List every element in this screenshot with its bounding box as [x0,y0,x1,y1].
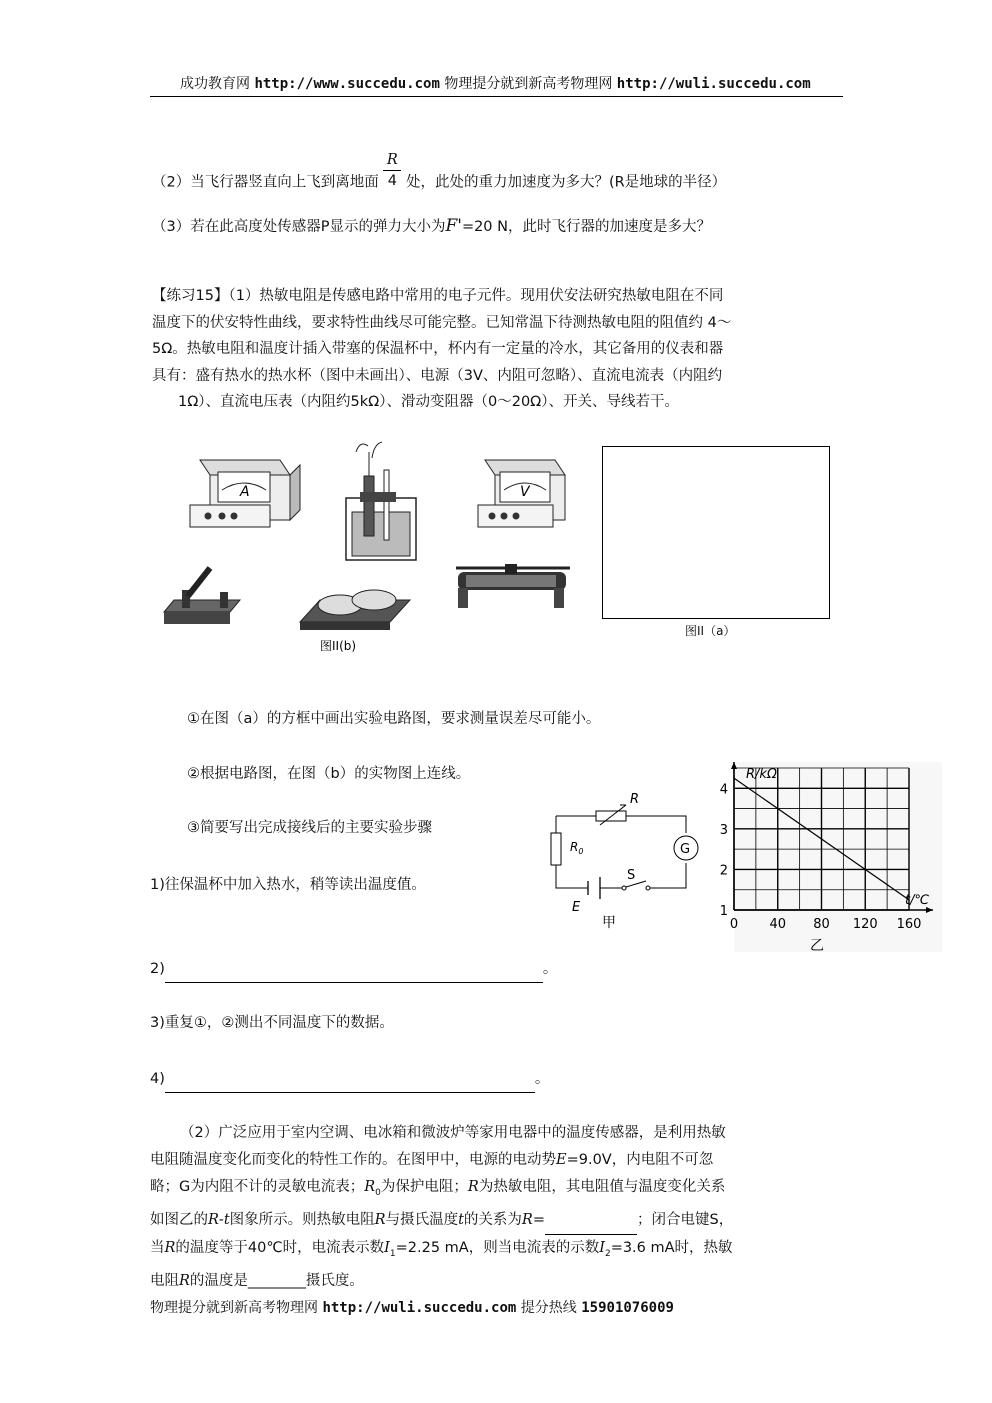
figure-apparatus [160,440,580,660]
step-1: ①在图（a）的方框中画出实验电路图，要求测量误差尽可能小。 [187,711,601,727]
battery-holder-icon [300,590,410,630]
procedure-1: 1)往保温杯中加入热水，稍等读出温度值。 [150,877,426,893]
svg-text:E: E [572,900,581,915]
procedure-3: 3)重复①，②测出不同温度下的数据。 [150,1015,394,1031]
figure-a-caption: 图II（a） [685,624,736,638]
part-2-text: （2）广泛应用于室内空调、电冰箱和微波炉等家用电器中的温度传感器，是利用热敏 电阻随温度变化而变化的特性工作的。在图甲中，电源的电动势E=9.0V，内电阻不可忽 略；G为内阻不计的灵敏电流表；$R_0$为保护电阻；R为热敏电阻，其电阻值与温度变化关系 如图乙的R-t图象所示。则热敏电阻R与摄氏温度t的关系为R= ；闭合电键S， 当R的温度等于40℃时，电流表示数$I_1=2.25$ mA，则当电流表的示数$I_2=3.6$ mA时，热敏 电阻R的温度是________摄氏度。 [150,1125,734,1289]
figure-b-caption: 图II(b) [320,639,357,653]
y-tick-label: 4 [719,782,728,798]
circuit-diagram [540,785,700,935]
chart-xlabel: t/℃ [905,893,930,908]
header-site-link[interactable]: http://www.succedu.com [254,76,440,92]
x-tick-label: 160 [896,917,922,932]
resistor-r0-symbol [551,833,561,865]
procedure-2: 2) 。 [150,956,557,983]
knife-switch-icon [164,568,240,624]
ammeter-symbol: A [240,484,250,500]
r-t-chart [712,760,942,960]
step-3: ③简要写出完成接线后的主要实验步骤 [187,820,432,836]
svg-text:R: R [630,792,640,807]
header-slogan-link[interactable]: http://wuli.succedu.com [616,76,811,92]
question-2: （2）当飞行器竖直向上飞到离地面 $\frac{R}{4}$ 处，此处的重力加速度为多大？(R是地球的半径） [152,152,727,191]
page-footer: 物理提分就到新高考物理网 http://wuli.succedu.com 提分热线 15901076009 [150,1300,674,1316]
exercise-15-intro: 【练习15】（1）热敏电阻是传感电路中常用的电子元件。现用伏安法研究热敏电阻在不同 温度下的伏安特性曲线，要求特性曲线尽可能完整。已知常温下待测热敏电阻的阻值约 4～ 5Ω。热敏电阻和温度计插入带塞的保温杯中，杯内有一定量的冷水，其它备用的仪表和器 具有：盛有热水的热水杯（图中未画出）、电源（3V、内阻可忽略）、直流电流表（内阻约 1Ω）、直流电压表（内阻约5kΩ）、滑动变阻器（0～20Ω）、开关、导线若干。 [152,288,732,410]
ammeter-icon [190,460,300,527]
answer-blank-rt-relation[interactable] [545,1207,637,1235]
x-tick-label: 40 [769,917,787,932]
svg-text:S: S [627,868,636,883]
procedure-4: 4) 。 [150,1066,549,1093]
voltmeter-icon [478,460,565,527]
header-rule [150,96,843,97]
exercise-label: 【练习15】 [152,288,229,304]
step-2: ②根据电路图，在图（b）的实物图上连线。 [187,766,471,782]
voltmeter-symbol: V [520,484,530,500]
answer-blank-2[interactable] [165,956,543,983]
chart-caption: 乙 [810,938,824,954]
answer-box-figure-a[interactable] [602,446,830,619]
question-3: （3）若在此高度处传感器P显示的弹力大小为F'=20 N，此时飞行器的加速度是多大？ [152,216,711,236]
fraction-r-over-4: $\frac{R}{4}$ [383,150,401,191]
x-tick-label: 120 [852,917,878,932]
insulated-cup-icon [346,442,416,560]
chart-ylabel: R/kΩ [746,767,777,782]
page-header [180,73,811,93]
x-tick-label: 0 [729,917,739,932]
y-tick-label: 3 [719,822,728,838]
header-site-name: 成功教育网 [180,76,250,92]
rheostat-icon [456,564,570,608]
header-slogan: 物理提分就到新高考物理网 [444,76,613,92]
x-tick-label: 80 [813,917,830,932]
svg-text:R0: $R_0$ [570,840,584,856]
svg-text:G: G [680,842,691,857]
answer-blank-4[interactable] [165,1066,535,1093]
y-tick-label: 2 [719,863,728,879]
footer-link[interactable]: http://wuli.succedu.com [322,1300,517,1316]
footer-hotline: 15901076009 [581,1300,674,1316]
y-tick-label: 1 [719,904,728,919]
circuit-caption: 甲 [602,915,616,931]
